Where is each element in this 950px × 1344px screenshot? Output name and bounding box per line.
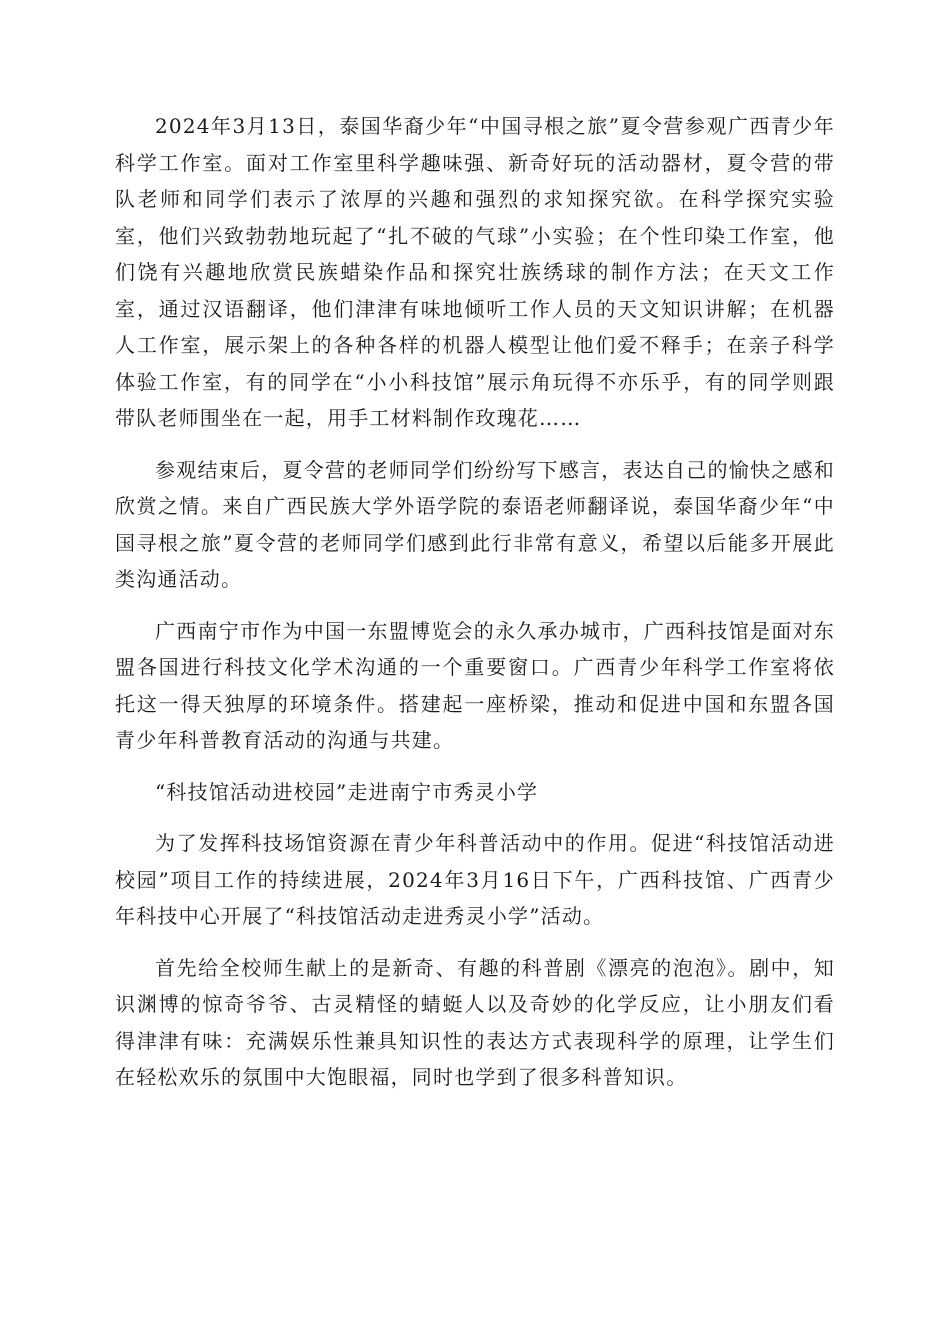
paragraph-summer-camp-visit: 2024年3月13日，泰国华裔少年“中国寻根之旅”夏令营参观广西青少年科学工作室。面对工作室里科学趣味强、新奇好玩的活动器材，夏令营的带队老师和同学们表示了浓厚的兴趣和强烈的求知探究欲。在科学探究实验室，他们兴致勃勃地玩起了“扎不破的气球”小实验；在个性印染工作室，他们饶有兴趣地欣赏民族蜡染作品和探究壮族绣球的制作方法；在天文工作室，通过汉语翻译，他们津津有味地倾听工作人员的天文知识讲解；在机器人工作室，展示架上的各种各样的机器人模型让他们爱不释手；在亲子科学体验工作室，有的同学在“小小科技馆”展示角玩得不亦乐乎，有的同学则跟带队老师围坐在一起，用手工材料制作玫瑰花…… xyxy=(115,114,835,430)
document-body xyxy=(115,108,835,1111)
paragraph-asean-bridge: 广西南宁市作为中国一东盟博览会的永久承办城市，广西科技馆是面对东盟各国进行科技文化学术沟通的一个重要窗口。广西青少年科学工作室将依托这一得天独厚的环境条件。搭建起一座桥梁，推动和促进中国和东盟各国青少年科普教育活动的沟通与共建。 xyxy=(115,618,835,752)
section-heading-campus-activity: “科技馆活动进校园”走进南宁市秀灵小学 xyxy=(155,779,539,804)
paragraph-campus-activity-intro: 为了发挥科技场馆资源在青少年科普活动中的作用。促进“科技馆活动进校园”项目工作的持续进展，2024年3月16日下午，广西科技馆、广西青少年科技中心开展了“科技馆活动走进秀灵小学”活动。 xyxy=(115,831,835,928)
paragraph-science-play: 首先给全校师生献上的是新奇、有趣的科普剧《漂亮的泡泡》。剧中，知识渊博的惊奇爷爷、古灵精怪的蜻蜓人以及奇妙的化学反应，让小朋友们看得津津有味：充满娱乐性兼具知识性的表达方式表现科学的原理，让学生们在轻松欢乐的氛围中大饱眼福，同时也学到了很多科普知识。 xyxy=(115,955,835,1089)
paragraph-visit-feedback: 参观结束后，夏令营的老师同学们纷纷写下感言，表达自己的愉快之感和欣赏之情。来自广西民族大学外语学院的泰语老师翻译说，泰国华裔少年“中国寻根之旅”夏令营的老师同学们感到此行非常有意义，希望以后能多开展此类沟通活动。 xyxy=(115,457,835,591)
